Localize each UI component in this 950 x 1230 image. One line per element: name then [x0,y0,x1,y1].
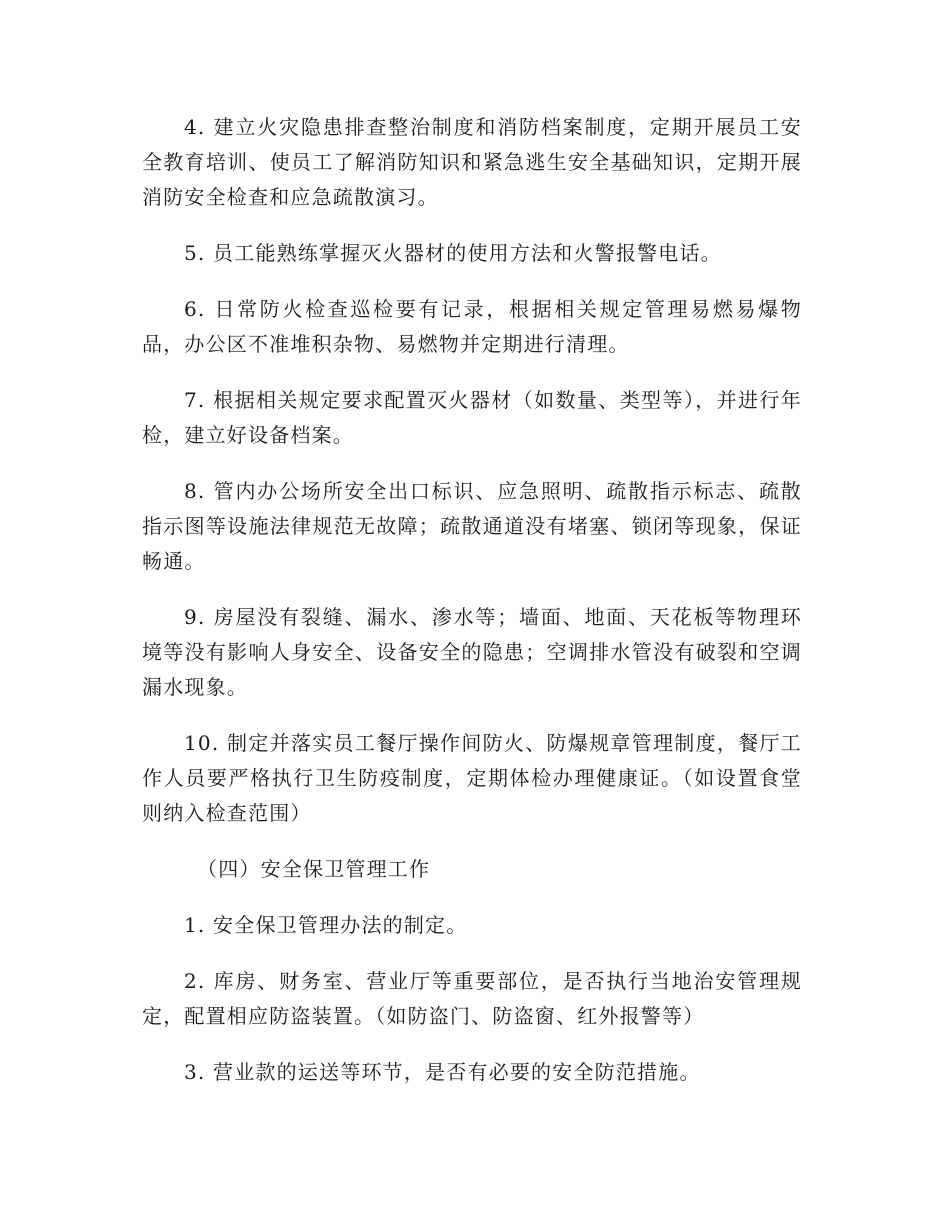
paragraph-9: 9. 房屋没有裂缝、漏水、渗水等；墙面、地面、天花板等物理环境等没有影响人身安全、设备安全的隐患；空调排水管没有破裂和空调漏水现象。 [142,605,802,699]
paragraph-8: 8. 管内办公场所安全出口标识、应急照明、疏散指示标志、疏散指示图等设施法律规范无故障；疏散通道没有堵塞、锁闭等现象，保证畅通。 [142,479,802,573]
section-heading: （四）安全保卫管理工作 [197,857,431,881]
paragraph-4: 4. 建立火灾隐患排查整治制度和消防档案制度，定期开展员工安全教育培训、使员工了解消防知识和紧急逃生安全基础知识，定期开展消防安全检查和应急疏散演习。 [142,115,802,209]
section-paragraph-2: 2. 库房、财务室、营业厅等重要部位，是否执行当地治安管理规定，配置相应防盗装置。（如防盗门、防盗窗、红外报警等） [142,969,802,1028]
paragraph-5: 5. 员工能熟练掌握灭火器材的使用方法和火警报警电话。 [184,241,722,265]
paragraph-6: 6. 日常防火检查巡检要有记录，根据相关规定管理易燃易爆物品，办公区不准堆积杂物、易燃物并定期进行清理。 [142,297,802,356]
section-paragraph-1: 1. 安全保卫管理办法的制定。 [184,913,468,937]
paragraph-7: 7. 根据相关规定要求配置灭火器材（如数量、类型等），并进行年检，建立好设备档案。 [142,388,802,447]
document-body [142,110,802,1111]
section-paragraph-3: 3. 营业款的运送等环节，是否有必要的安全防范措施。 [184,1060,701,1084]
paragraph-10: 10. 制定并落实员工餐厅操作间防火、防爆规章管理制度，餐厅工作人员要严格执行卫生防疫制度，定期体检办理健康证。（如设置食堂则纳入检查范围） [142,731,802,825]
